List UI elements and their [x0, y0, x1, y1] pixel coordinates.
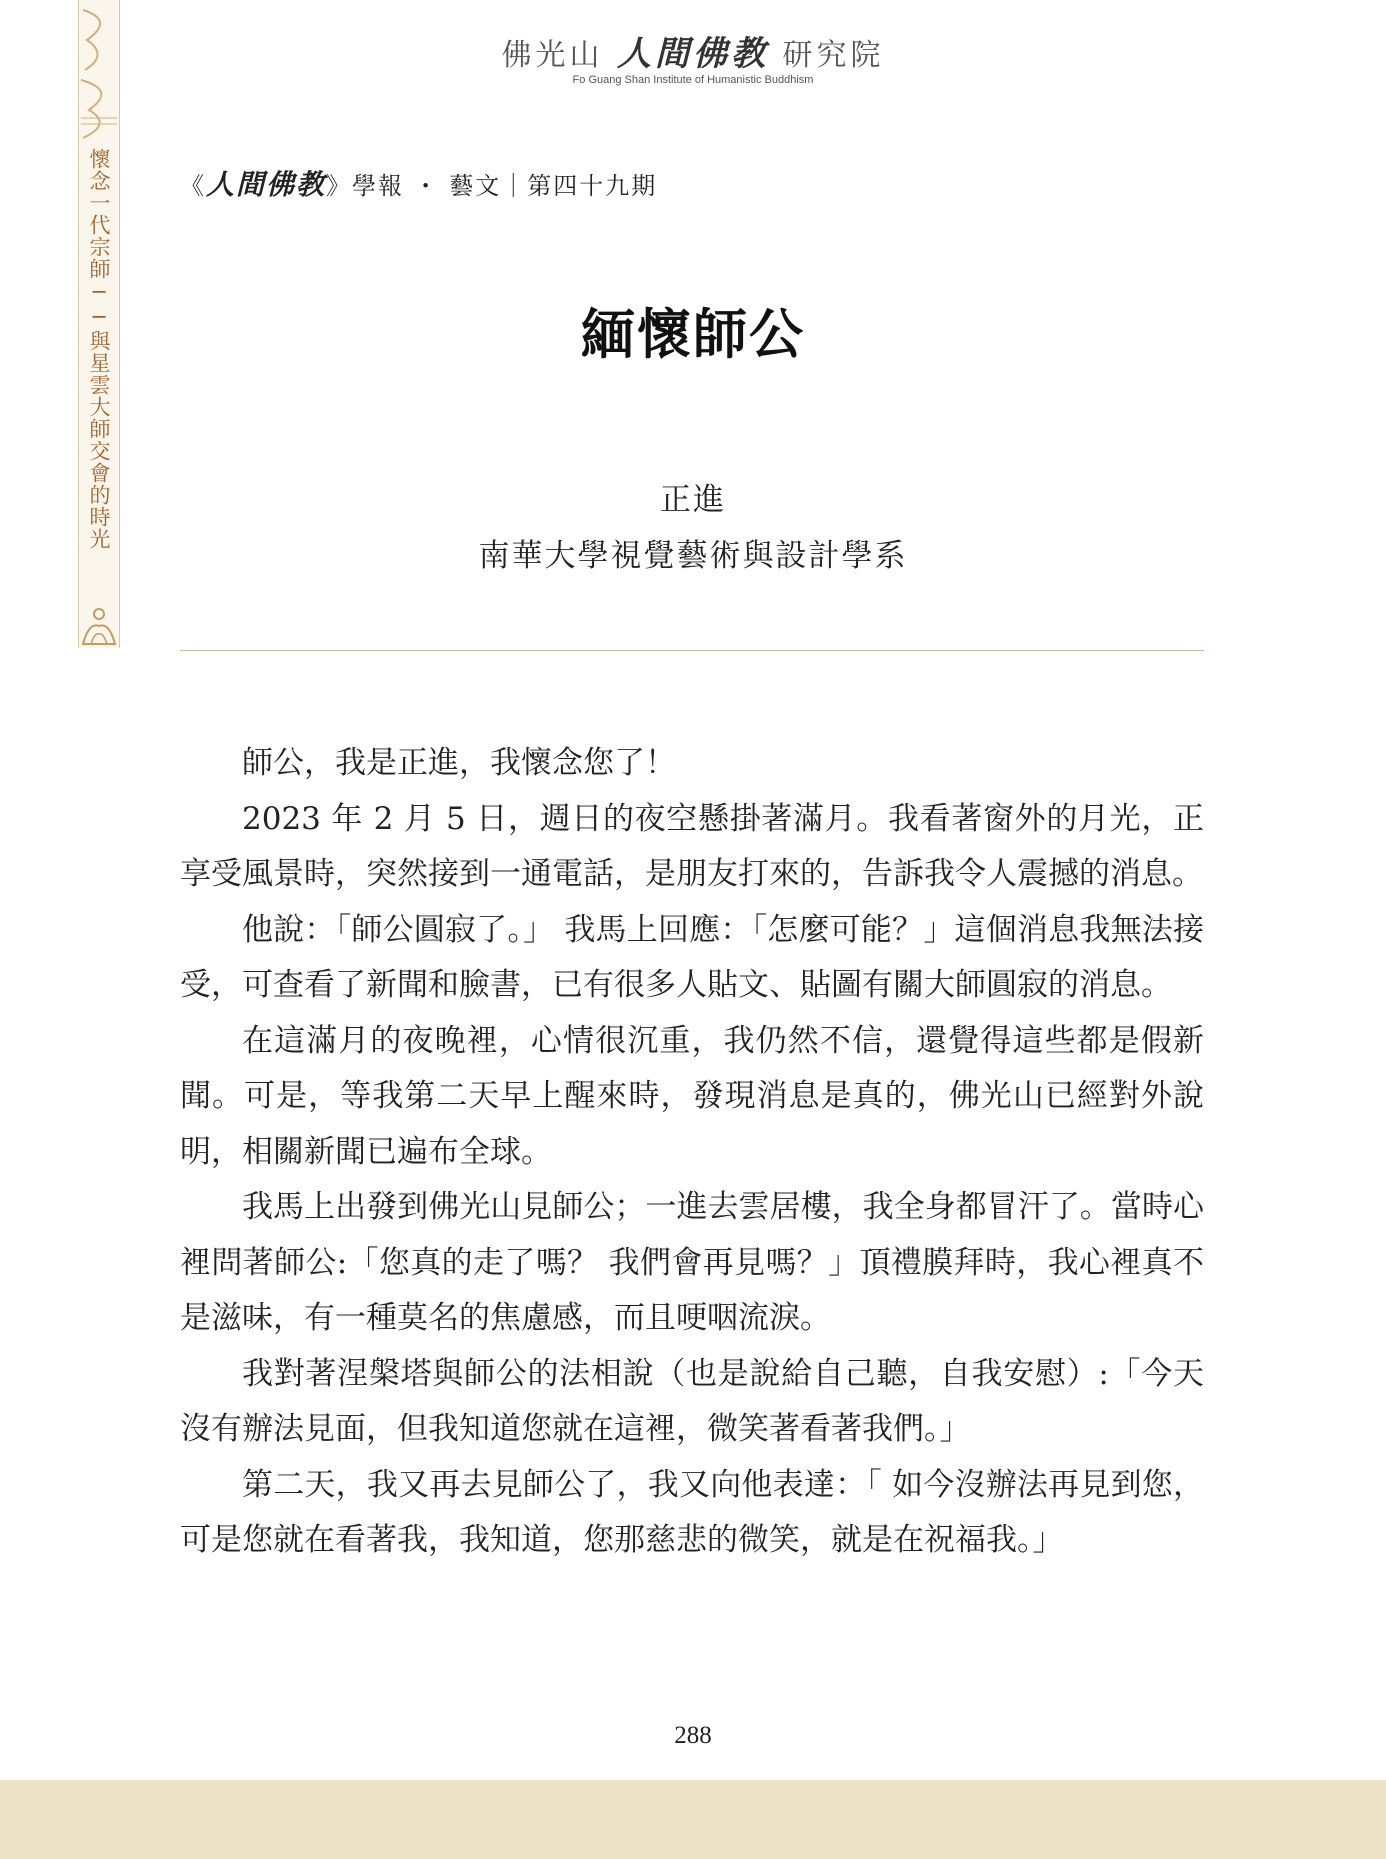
paragraph: 師公，我是正進，我懷念您了！ [242, 745, 676, 781]
title-divider [180, 650, 1204, 651]
journal-running-head [180, 163, 657, 203]
journal-brand: 人間佛教 [206, 168, 327, 201]
side-section-title: 懷念一代宗師──與星雲大師交會的時光 [87, 148, 111, 550]
article-author: 正進 [660, 482, 726, 518]
paragraph: 第二天，我又再去見師公了，我又向他表達：「 如今沒辦法再見到您，可是您就在看著我，我知道，您那慈悲的微笑，就是在祝福我。」 [180, 1466, 1204, 1558]
footer-band [0, 1780, 1386, 1859]
paragraph: 他說：「師公圓寂了。」 我馬上回應：「怎麼可能？」這個消息我無法接受，可查看了新聞和臉書，已有很多人貼文、貼圖有關大師圓寂的消息。 [180, 911, 1204, 1003]
journal-issue: 學報 ・ 藝文｜第四十九期 [352, 172, 658, 200]
lotus-ornament-icon [79, 604, 119, 648]
paragraph: 2023 年 2 月 5 日，週日的夜空懸掛著滿月。我看著窗外的月光，正享受風景時，突然接到一通電話，是朋友打來的，告訴我令人震撼的消息。 [180, 800, 1204, 892]
journal-close-mark: 》 [326, 172, 353, 200]
institute-prefix: 佛光山 [501, 38, 604, 73]
article-body [180, 736, 1204, 1569]
paragraph: 我馬上出發到佛光山見師公；一進去雲居樓，我全身都冒汗了。當時心裡問著師公:「您真的走了嗎？ 我們會再見嗎？」頂禮膜拜時，我心裡真不是滋味，有一種莫名的焦慮感，而且哽咽流淚。 [180, 1189, 1204, 1336]
journal-open-mark: 《 [180, 172, 206, 200]
article-title: 緬懷師公 [581, 302, 805, 366]
institute-brand: 人間佛教 [617, 34, 769, 74]
paragraph: 我對著涅槃塔與師公的法相說（也是說給自己聽，自我安慰）:「今天沒有辦法見面，但我知道您就在這裡，微笑著看著我們。」 [180, 1355, 1204, 1447]
paragraph: 在這滿月的夜晚裡，心情很沉重，我仍然不信，還覺得這些都是假新聞。可是，等我第二天早上醒來時，發現消息是真的，佛光山已經對外說明，相關新聞已遍布全球。 [180, 1022, 1204, 1170]
institute-suffix: 研究院 [782, 38, 885, 73]
institute-name [0, 26, 1386, 75]
institute-name-en: Fo Guang Shan Institute of Humanistic Buddhism [572, 74, 814, 86]
author-affiliation: 南華大學視覺藝術與設計學系 [478, 538, 908, 574]
page-number: 288 [674, 1722, 712, 1749]
